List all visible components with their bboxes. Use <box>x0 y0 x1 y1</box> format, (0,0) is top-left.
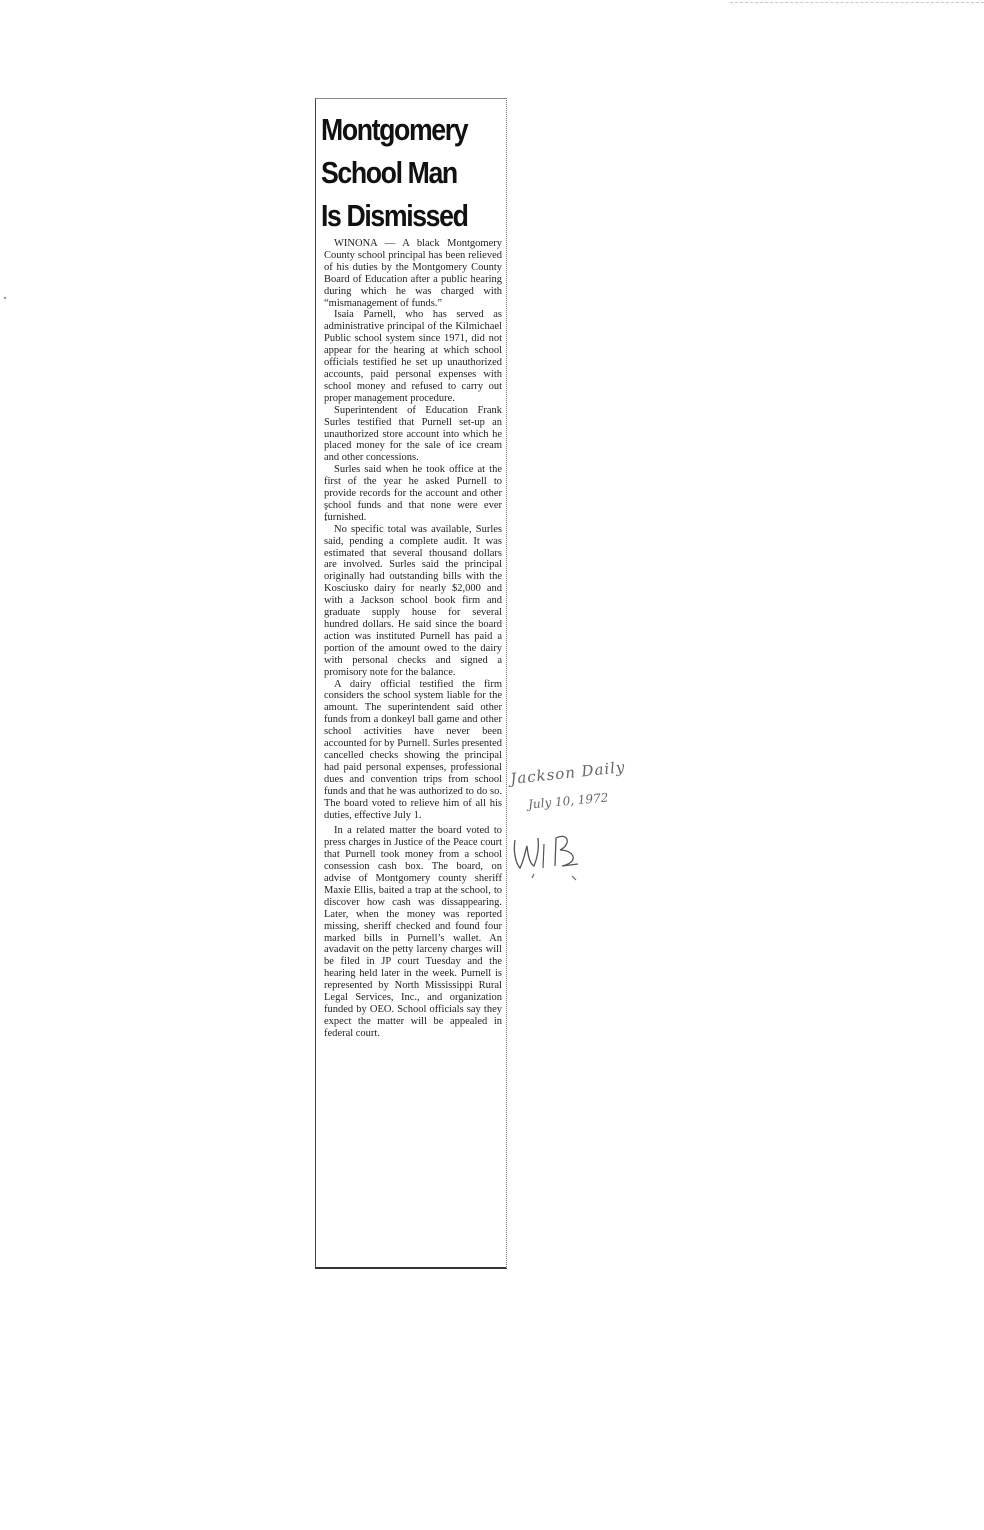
scan-edge-line <box>730 2 984 3</box>
article-paragraph: A dairy official testified the firm considers the school system liable for the amount. The superintendent said other funds from a donkeyl ball game and other school activities have never been accounted for by Purnell. Surles presented cancelled checks showing the principal had paid personal expenses, professional dues and convention trips from school funds and that he was authorized to do so. The board voted to relieve him of all his duties, effective July 1. <box>324 678 502 821</box>
article-paragraph: Surles said when he took office at the first of the year he asked Purnell to provide records for the account and other school funds and that none were ever furnished. <box>324 464 502 523</box>
headline-line: School Man <box>321 155 457 190</box>
annotation-source: Jackson Daily <box>509 758 627 788</box>
handwritten-initials <box>510 826 630 886</box>
article-body <box>324 238 502 1040</box>
article-paragraph: In a related matter the board voted to press charges in Justice of the Peace court that Purnell took money from a school consession cash box. The board, on advise of Montgomery county sheriff Maxie Ellis, baited a trap at the school, to discover how cash was dissappearing. Later, when the money was reported missing, sheriff checked and found four marked bills in Purnell’s wallet. An avadavit on the petty larceny charges will be filed in JP court Tuesday and the hearing held later in the week. Purnell is represented by North Mississippi Rural Legal Services, Inc., and organization funded by OEO. School officials say they expect the matter will be appealed in federal court. <box>324 825 502 1039</box>
article-paragraph: Superintendent of Education Frank Surles testified that Purnell set-up an unauthorized store account into which he placed money for the sale of ice cream and other concessions. <box>324 404 502 464</box>
article-paragraph: Isaia Parnell, who has served as administrative principal of the Kilmichael Public school system since 1971, did not appear for the hearing at which school officials testified he set up unauthorized accounts, paid personal expenses with school money and refused to carry out proper management procedure. <box>324 309 502 404</box>
headline-line: Montgomery <box>321 112 468 147</box>
article-paragraph: WINONA — A black Montgomery County school principal has been relieved of his duties by the Montgomery County Board of Education after a public hearing during which he was charged with “mismanagement of funds.” <box>324 238 502 309</box>
headline <box>321 108 467 237</box>
newspaper-clipping <box>315 98 507 1270</box>
annotation-date: July 10, 1972 <box>527 790 609 812</box>
handwritten-annotation <box>509 758 670 884</box>
headline-line: Is Dismissed <box>321 198 468 233</box>
article-paragraph: No specific total was available, Surles said, pending a complete audit. It was estimated that several thousand dollars are involved. Surles said the principal originally had outstanding bills with the Kosciusko dairy for nearly $2,000 and with a Jackson school book firm and graduate supply house for several hundred dollars. He said since the board action was instituted Purnell has paid a portion of the amount owed to the dairy with personal checks and signed a promisory note for the balance. <box>324 523 502 678</box>
scan-speck <box>4 297 6 299</box>
